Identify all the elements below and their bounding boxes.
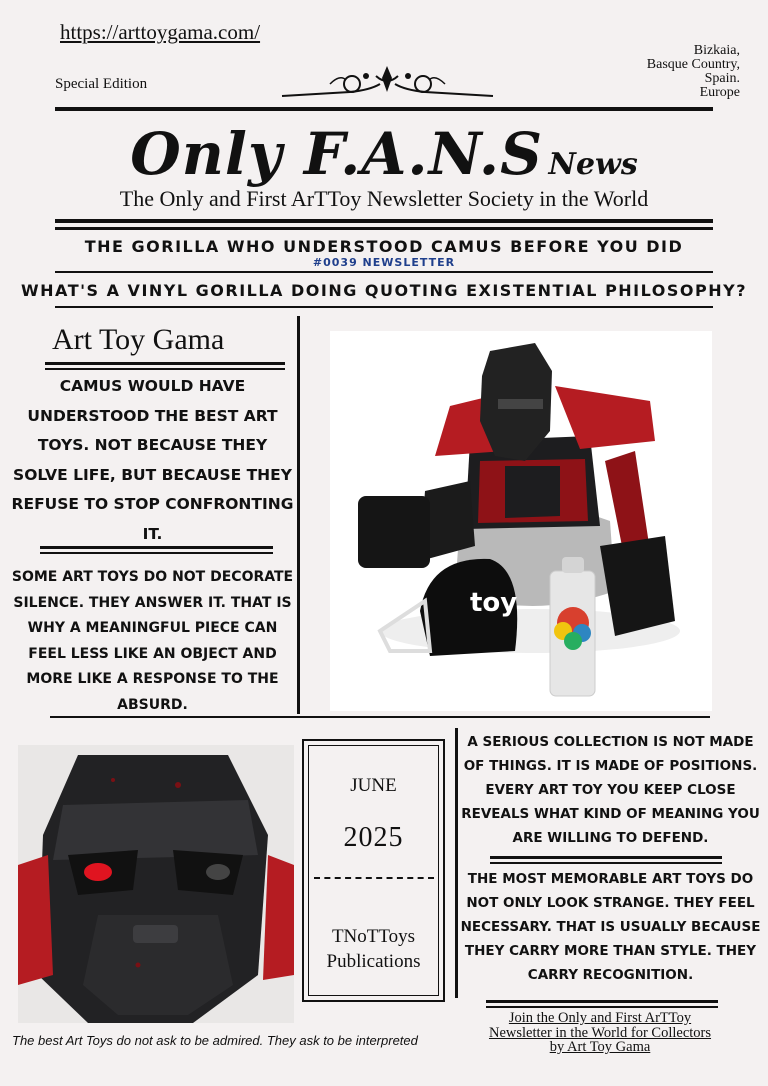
issue-month: JUNE: [350, 775, 397, 796]
location-line: Bizkaia,: [693, 43, 740, 58]
photo-caption: The best Art Toys do not ask to be admired. They ask to be interpreted: [12, 1033, 418, 1048]
masthead-suffix: News: [548, 147, 638, 182]
flourish-ornament-icon: [280, 62, 495, 104]
main-headline: THE GORILLA WHO UNDERSTOOD CAMUS BEFORE YOU DID: [84, 237, 684, 256]
brand-rule: [45, 362, 285, 365]
body-paragraph: SOME ART TOYS DO NOT DECORATE SILENCE. THEY ANSWER IT. THAT IS WHY A MEANINGFUL PIECE CAN FEEL LESS LIKE AN OBJECT AND MORE LIKE A RESPONSE TO THE ABSURD.: [11, 569, 294, 713]
lead-quote: CAMUS WOULD HAVE UNDERSTOOD THE BEST ART TOYS. NOT BECAUSE THEY SOLVE LIFE, BUT BECAUSE THEY REFUSE TO STOP CONFRONTING IT.: [11, 377, 294, 543]
helmet-logo-text: toy: [470, 588, 518, 618]
gorilla-figure-photo: [330, 331, 712, 711]
memorable-quote: THE MOST MEMORABLE ART TOYS DO NOT ONLY LOOK STRANGE. THEY FEEL NECESSARY. THAT IS USUALLY BECAUSE THEY CARRY MORE THAN STYLE. THEY CARRY RECOGNITION.: [460, 871, 761, 983]
divider-rule: [55, 271, 713, 273]
publisher-name: TNoTToys Publications: [326, 926, 421, 972]
location-line: Europe: [699, 85, 740, 100]
location-line: Basque Country,: [646, 57, 740, 72]
header-rule: [55, 107, 713, 111]
divider-rule: [55, 219, 713, 223]
masthead: [0, 120, 768, 188]
sub-headline: WHAT'S A VINYL GORILLA DOING QUOTING EXISTENTIAL PHILOSOPHY?: [21, 281, 747, 300]
brand-rule: [45, 368, 285, 370]
section-rule: [490, 856, 722, 859]
brand-name: Art Toy Gama: [52, 323, 225, 356]
tagline: The Only and First ArTToy Newsletter Society in the World: [119, 186, 649, 211]
collection-quote: A SERIOUS COLLECTION IS NOT MADE OF THINGS. IT IS MADE OF POSITIONS. EVERY ART TOY YOU KEEP CLOSE REVEALS WHAT KIND OF MEANING YOU ARE WILLING TO DEFEND.: [461, 734, 760, 846]
gorilla-closeup-illustration: [18, 745, 294, 1023]
dashed-separator: [314, 877, 434, 879]
section-rule: [40, 546, 273, 549]
issue-number: #0039 NEWSLETTER: [312, 256, 456, 269]
join-newsletter-link[interactable]: Join the Only and First ArTToy Newsletter in the World for Collectors by Art Toy Gama: [488, 1010, 712, 1055]
section-rule: [490, 862, 722, 864]
location-line: Spain.: [704, 71, 740, 86]
column-divider: [297, 316, 300, 714]
issue-year: 2025: [343, 822, 404, 853]
gorilla-closeup-photo: [18, 745, 294, 1023]
location-block: [600, 44, 740, 100]
masthead-title: Only F.A.N.S: [130, 120, 543, 188]
divider-rule: [55, 227, 713, 230]
section-rule: [40, 552, 273, 554]
section-rule: [486, 1006, 718, 1008]
edition-label: Special Edition: [55, 76, 148, 92]
section-rule: [486, 1000, 718, 1003]
gorilla-figure-illustration: [330, 331, 712, 711]
section-rule: [50, 716, 710, 718]
website-link[interactable]: https://arttoygama.com/: [60, 20, 261, 44]
divider-rule: [55, 306, 713, 308]
